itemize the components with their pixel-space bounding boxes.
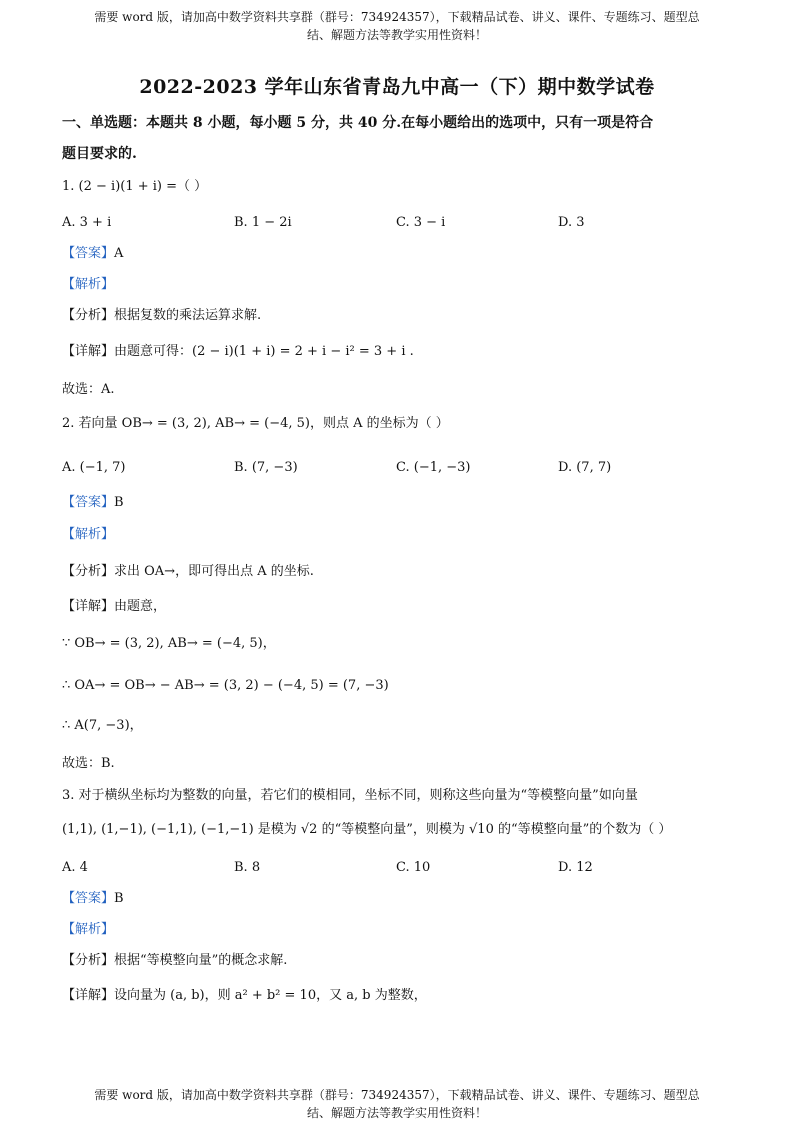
section-heading-line2: 题目要求的. (62, 146, 137, 162)
q2-answer-value: B (114, 495, 124, 510)
q3-option-a: A. 4 (62, 860, 88, 875)
q2-conclusion: 故选：B. (62, 756, 115, 771)
footer-banner-line2: 结、解题方法等教学实用性资料！ (306, 1106, 487, 1120)
q1-option-c: C. 3 − i (396, 215, 446, 230)
q3-stem-line1: 3. 对于横纵坐标均为整数的向量，若它们的模相同，坐标不同，则称这些向量为“等模整向量”如向量 (62, 788, 638, 803)
header-banner-line2: 结、解题方法等教学实用性资料！ (306, 28, 487, 42)
q2-option-d: D. (7, 7) (558, 460, 612, 475)
header-banner (60, 8, 734, 44)
exam-title: 2022-2023 学年山东省青岛九中高一（下）期中数学试卷 (139, 76, 655, 98)
answer-tag: 【答案】 (62, 246, 115, 261)
q2-analysis-tag: 【解析】 (62, 527, 115, 542)
header-banner-line1: 需要 word 版，请加高中数学资料共享群（群号：734924357），下载精品试卷、讲义、课件、专题练习、题型总 (94, 10, 700, 24)
q2-step1: ∵ OB→ = (3, 2), AB→ = (−4, 5)， (62, 636, 276, 651)
q1-option-d: D. 3 (558, 215, 585, 230)
q1-stem: 1. (2 − i)(1 + i) =（ ） (62, 179, 208, 194)
q1-xiangjie: 【详解】由题意可得：(2 − i)(1 + i) = 2 + i − i² = 3 + i . (62, 344, 414, 359)
q3-answer (62, 889, 734, 909)
footer-banner-line1: 需要 word 版，请加高中数学资料共享群（群号：734924357），下载精品试卷、讲义、课件、专题练习、题型总 (94, 1088, 700, 1102)
q1-fenxi: 【分析】根据复数的乘法运算求解. (62, 308, 262, 323)
q3-option-c: C. 10 (396, 860, 431, 875)
q3-option-d: D. 12 (558, 860, 593, 875)
q2-option-a: A. (−1, 7) (62, 460, 126, 475)
q3-stem-line2: (1,1), (1,−1), (−1,1), (−1,−1) 是模为 √2 的“等模整向量”，则模为 √10 的“等模整向量”的个数为（ ） (62, 822, 672, 837)
footer-banner (60, 1086, 734, 1122)
q1-analysis-tag: 【解析】 (62, 277, 115, 292)
q1-option-a: A. 3 + i (62, 215, 112, 230)
q3-analysis-tag: 【解析】 (62, 922, 115, 937)
q1-conclusion: 故选：A. (62, 382, 115, 397)
q3-option-b: B. 8 (234, 860, 261, 875)
q3-fenxi: 【分析】根据“等模整向量”的概念求解. (62, 953, 288, 968)
q2-answer (62, 493, 734, 513)
q1-option-b: B. 1 − 2i (234, 215, 292, 230)
section-heading-line1: 一、单选题：本题共 8 小题，每小题 5 分，共 40 分.在每小题给出的选项中，只有一项是符合 (62, 115, 654, 131)
q2-option-c: C. (−1, −3) (396, 460, 471, 475)
answer-tag: 【答案】 (62, 495, 115, 510)
q2-option-b: B. (7, −3) (234, 460, 298, 475)
q3-xiangjie: 【详解】设向量为 (a, b)，则 a² + b² = 10，又 a, b 为整数， (62, 988, 427, 1003)
section-heading (62, 108, 734, 170)
q1-answer (62, 244, 734, 264)
q1-answer-value: A (114, 246, 124, 261)
q2-step3: ∴ A(7, −3)， (62, 718, 143, 733)
q3-answer-value: B (114, 891, 124, 906)
q2-xiangjie: 【详解】由题意， (62, 599, 167, 614)
q2-step2: ∴ OA→ = OB→ − AB→ = (3, 2) − (−4, 5) = (7, −3) (62, 678, 389, 693)
q2-stem: 2. 若向量 OB→ = (3, 2), AB→ = (−4, 5)，则点 A 的坐标为（ ） (62, 416, 449, 431)
answer-tag: 【答案】 (62, 891, 115, 906)
q2-fenxi: 【分析】求出 OA→，即可得出点 A 的坐标. (62, 564, 314, 579)
